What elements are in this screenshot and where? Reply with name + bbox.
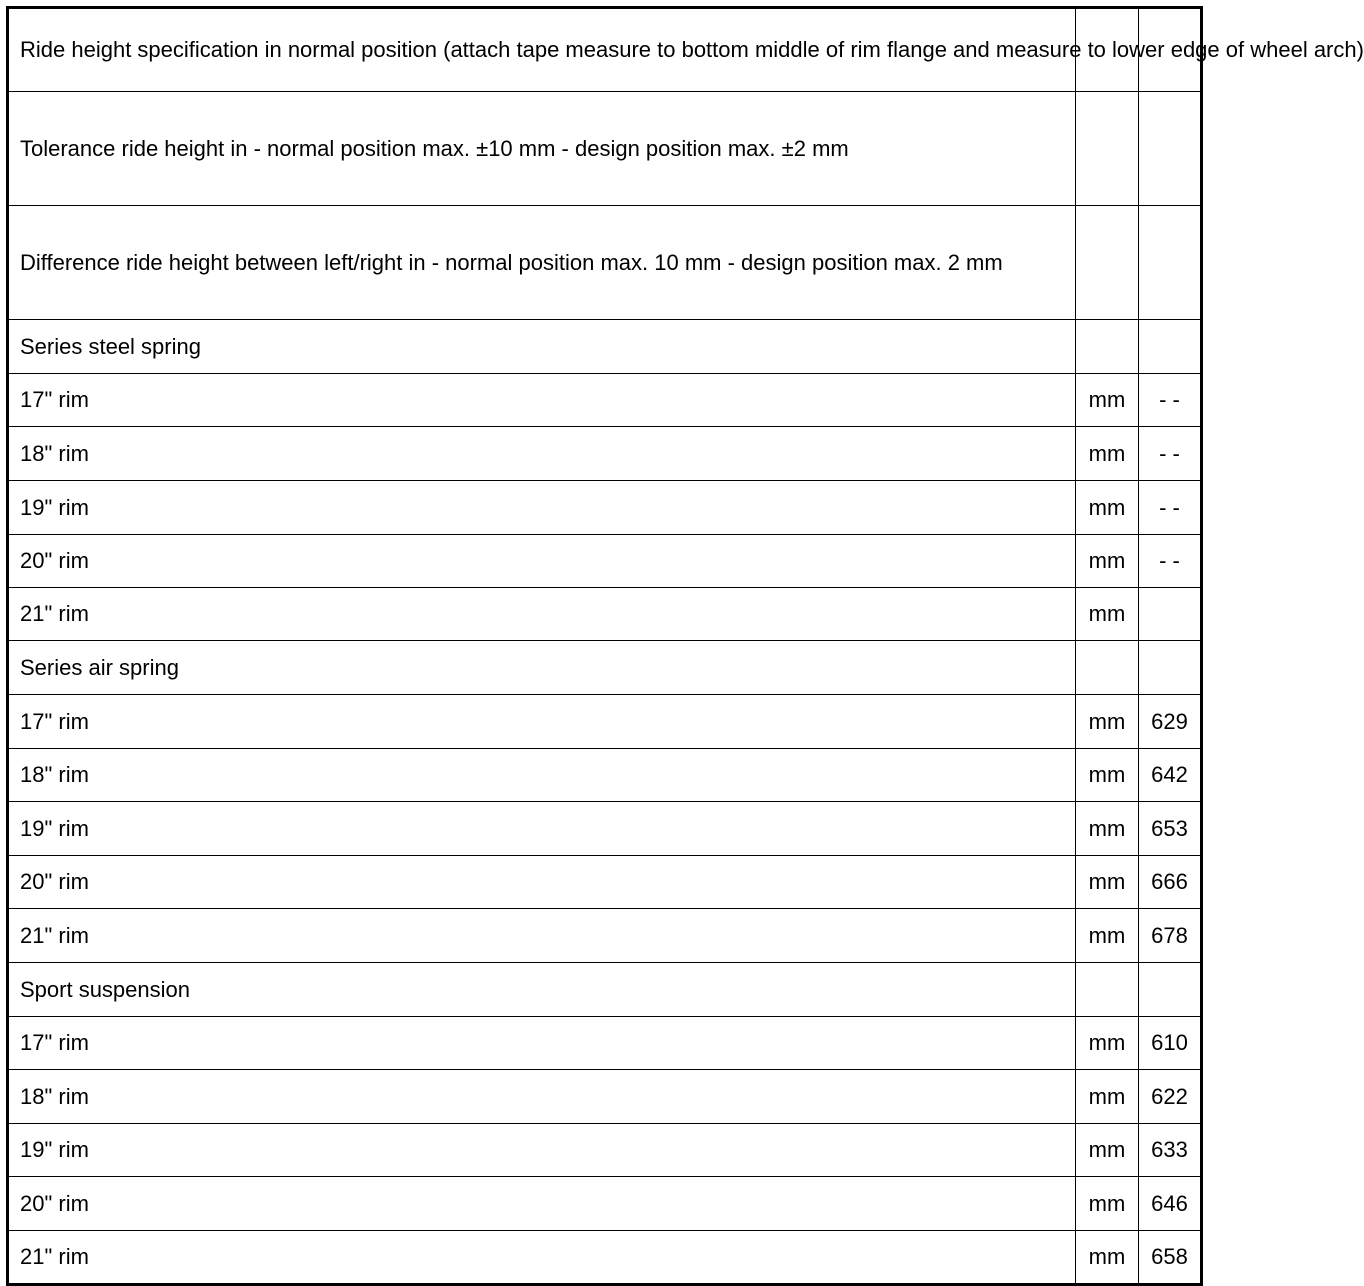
value-cell <box>1139 588 1202 641</box>
empty-value-cell <box>1139 320 1202 374</box>
value-cell: 629 <box>1139 695 1202 749</box>
unit-cell: mm <box>1076 535 1139 588</box>
empty-unit-cell <box>1076 206 1139 320</box>
rim-label: 21" rim <box>8 1231 1076 1285</box>
empty-unit-cell <box>1076 963 1139 1017</box>
section-title: Series steel spring <box>8 320 1076 374</box>
unit-cell: mm <box>1076 1177 1139 1231</box>
empty-value-cell <box>1139 963 1202 1017</box>
unit-cell: mm <box>1076 481 1139 535</box>
unit-cell: mm <box>1076 749 1139 802</box>
table-row <box>8 1177 1202 1231</box>
value-cell: 642 <box>1139 749 1202 802</box>
empty-unit-cell <box>1076 92 1139 206</box>
section-title-row <box>8 320 1202 374</box>
value-cell: 610 <box>1139 1017 1202 1070</box>
rim-label: 21" rim <box>8 909 1076 963</box>
unit-cell: mm <box>1076 802 1139 856</box>
value-cell: 678 <box>1139 909 1202 963</box>
value-cell: - - <box>1139 535 1202 588</box>
rim-label: 20" rim <box>8 535 1076 588</box>
table-row <box>8 1124 1202 1177</box>
empty-unit-cell <box>1076 641 1139 695</box>
rim-label: 17" rim <box>8 695 1076 749</box>
difference-text: Difference ride height between left/right in - normal position max. 10 mm - design position max. 2 mm <box>8 206 1076 320</box>
unit-cell: mm <box>1076 856 1139 909</box>
section-title: Series air spring <box>8 641 1076 695</box>
rim-label: 19" rim <box>8 802 1076 856</box>
table-row <box>8 374 1202 427</box>
table-row <box>8 588 1202 641</box>
table-row <box>8 1070 1202 1124</box>
table-row <box>8 1017 1202 1070</box>
rim-label: 18" rim <box>8 749 1076 802</box>
section-title-row <box>8 963 1202 1017</box>
rim-label: 17" rim <box>8 1017 1076 1070</box>
empty-value-cell <box>1139 92 1202 206</box>
spec-header-row <box>8 8 1202 92</box>
rim-label: 20" rim <box>8 1177 1076 1231</box>
section-title: Sport suspension <box>8 963 1076 1017</box>
value-cell: - - <box>1139 481 1202 535</box>
unit-cell: mm <box>1076 1070 1139 1124</box>
unit-cell: mm <box>1076 695 1139 749</box>
empty-value-cell <box>1139 206 1202 320</box>
unit-cell: mm <box>1076 427 1139 481</box>
rim-label: 17" rim <box>8 374 1076 427</box>
value-cell: 622 <box>1139 1070 1202 1124</box>
unit-cell: mm <box>1076 1124 1139 1177</box>
rim-label: 18" rim <box>8 1070 1076 1124</box>
unit-cell: mm <box>1076 1231 1139 1285</box>
value-cell: 666 <box>1139 856 1202 909</box>
table-row <box>8 535 1202 588</box>
value-cell: - - <box>1139 374 1202 427</box>
rim-label: 18" rim <box>8 427 1076 481</box>
table-row <box>8 749 1202 802</box>
unit-cell: mm <box>1076 588 1139 641</box>
difference-row <box>8 206 1202 320</box>
value-cell: 653 <box>1139 802 1202 856</box>
rim-label: 20" rim <box>8 856 1076 909</box>
table-row <box>8 802 1202 856</box>
rim-label: 19" rim <box>8 481 1076 535</box>
table-row <box>8 427 1202 481</box>
value-cell: 633 <box>1139 1124 1202 1177</box>
table-row <box>8 1231 1202 1285</box>
tolerance-row <box>8 92 1202 206</box>
tolerance-text: Tolerance ride height in - normal position max. ±10 mm - design position max. ±2 mm <box>8 92 1076 206</box>
ride-height-spec-text: Ride height specification in normal position (attach tape measure to bottom middle of rim flange and measure to lower edge of wheel arch) <box>8 8 1076 92</box>
table-row <box>8 481 1202 535</box>
table-row <box>8 695 1202 749</box>
value-cell: 658 <box>1139 1231 1202 1285</box>
table-row <box>8 856 1202 909</box>
section-title-row <box>8 641 1202 695</box>
unit-cell: mm <box>1076 909 1139 963</box>
unit-cell: mm <box>1076 1017 1139 1070</box>
rim-label: 21" rim <box>8 588 1076 641</box>
empty-unit-cell <box>1076 320 1139 374</box>
value-cell: 646 <box>1139 1177 1202 1231</box>
value-cell: - - <box>1139 427 1202 481</box>
table-row <box>8 909 1202 963</box>
rim-label: 19" rim <box>8 1124 1076 1177</box>
ride-height-table <box>6 6 1364 1286</box>
empty-value-cell <box>1139 641 1202 695</box>
unit-cell: mm <box>1076 374 1139 427</box>
